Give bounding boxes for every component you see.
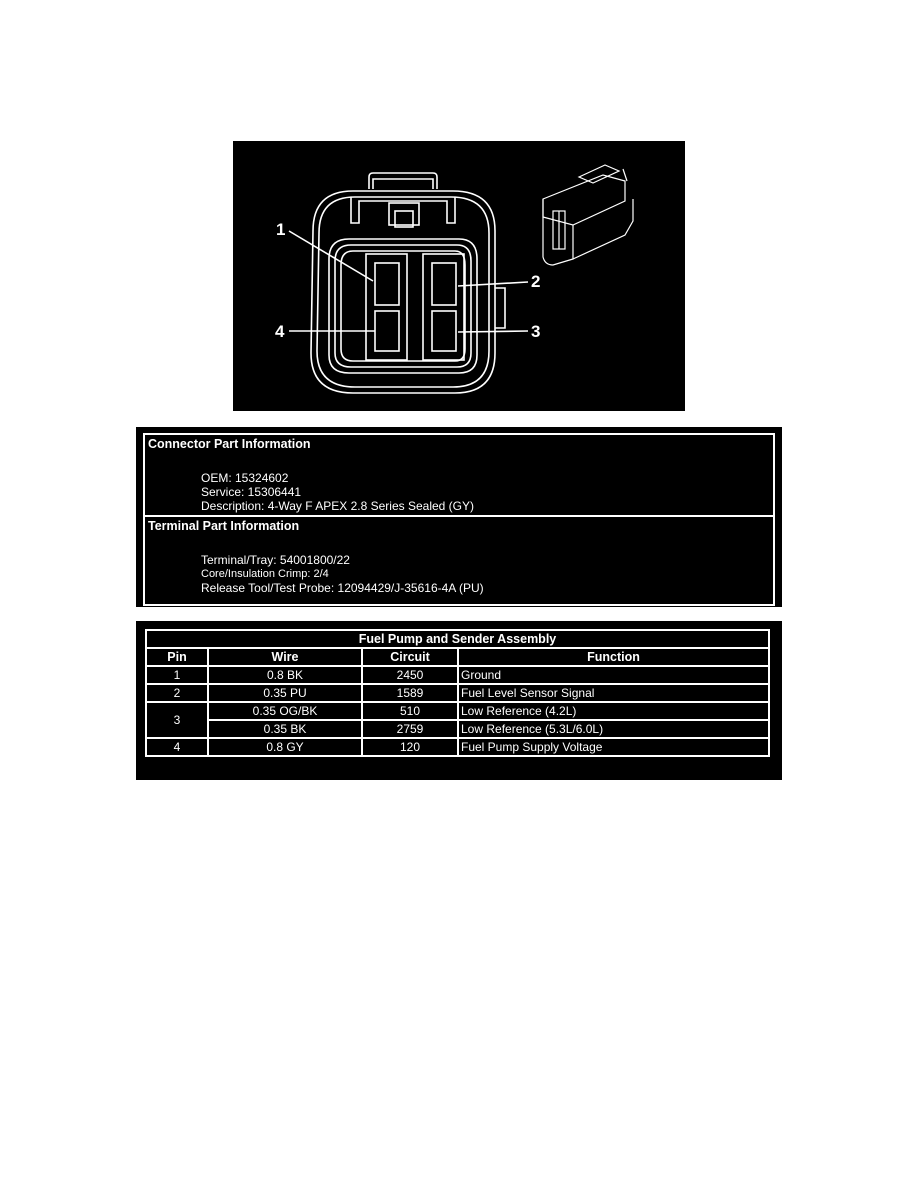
oem-number: OEM: 15324602 [201,471,289,485]
connector-face-illustration [233,141,685,411]
circuit-cell: 120 [362,738,458,756]
part-information-panel [136,427,782,607]
header-circuit: Circuit [362,648,458,666]
pin-cell: 4 [146,738,208,756]
header-function: Function [458,648,769,666]
pin-cell: 2 [146,684,208,702]
terminal-part-info [143,517,775,606]
release-tool: Release Tool/Test Probe: 12094429/J-35616-4A (PU) [201,581,484,595]
function-cell: Low Reference (4.2L) [458,702,769,720]
service-number: Service: 15306441 [201,485,302,499]
wire-cell: 0.8 BK [208,666,362,684]
core-insulation-crimp: Core/Insulation Crimp: 2/4 [201,568,329,580]
table-row [146,738,769,756]
circuit-cell: 2759 [362,720,458,738]
connector-description: Description: 4-Way F APEX 2.8 Series Sealed (GY) [201,499,474,513]
callout-1: 1 [276,220,286,239]
table-row [146,720,769,738]
connector-isometric-icon [543,165,633,265]
circuit-cell: 1589 [362,684,458,702]
terminal-info-title: Terminal Part Information [148,519,300,533]
table-title: Fuel Pump and Sender Assembly [146,630,769,648]
circuit-cell: 2450 [362,666,458,684]
header-pin: Pin [146,648,208,666]
connector-info-title: Connector Part Information [148,437,311,451]
pin-cell: 3 [146,702,208,738]
function-cell: Fuel Pump Supply Voltage [458,738,769,756]
table-row [146,684,769,702]
table-row [146,702,769,720]
wire-cell: 0.35 BK [208,720,362,738]
circuit-cell: 510 [362,702,458,720]
connector-diagram [233,141,685,411]
wire-cell: 0.35 PU [208,684,362,702]
function-cell: Low Reference (5.3L/6.0L) [458,720,769,738]
pinout-table [145,629,770,757]
header-wire: Wire [208,648,362,666]
table-row [146,666,769,684]
function-cell: Fuel Level Sensor Signal [458,684,769,702]
callout-2: 2 [531,272,541,291]
connector-part-info [143,433,775,517]
wire-cell: 0.35 OG/BK [208,702,362,720]
callout-4: 4 [275,322,285,341]
wire-cell: 0.8 GY [208,738,362,756]
terminal-tray: Terminal/Tray: 54001800/22 [201,553,350,567]
function-cell: Ground [458,666,769,684]
pin-cell: 1 [146,666,208,684]
pinout-table-panel [136,621,782,780]
callout-3: 3 [531,322,541,341]
